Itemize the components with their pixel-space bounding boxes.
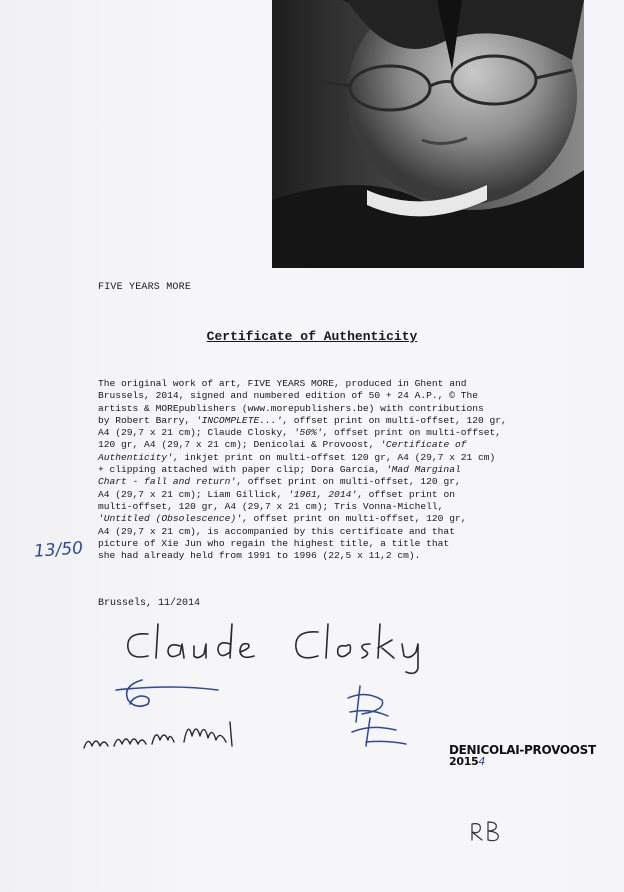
body-line	[98, 526, 558, 538]
body-line	[98, 452, 558, 464]
body-segment: , offset print on multi-offset,	[322, 427, 502, 439]
body-segment: , offset print on multi-offset, 120 gr,	[241, 513, 467, 525]
signature-cursive-scribble	[80, 712, 250, 754]
body-segment: multi-offset, 120 gr, A4 (29,7 x 21 cm); Tris Vonna-Michell,	[98, 500, 444, 512]
certificate-title: Certificate of Authenticity	[206, 329, 418, 344]
body-segment: picture of Xie Jun who regain the highest title, a title that	[98, 537, 450, 549]
body-line	[98, 513, 558, 525]
body-italic-segment: 'Mad Marginal	[385, 464, 461, 476]
body-segment: 120 gr, A4 (29,7 x 21 cm); Denicolai & Provoost,	[98, 439, 381, 451]
signature-monogram	[336, 680, 416, 754]
body-segment: she had already held from 1991 to 1996 (22,5 x 11,2 cm).	[98, 550, 421, 562]
body-segment: , offset print on multi-offset, 120 gr,	[236, 476, 461, 488]
body-italic-segment: '1961, 2014'	[288, 488, 358, 500]
place-date: Brussels, 11/2014	[98, 598, 201, 609]
body-italic-segment: Chart - fall and return'	[98, 476, 237, 488]
body-segment: The original work of art, FIVE YEARS MORE, produced in Ghent and	[98, 378, 467, 389]
denicolai-provoost-label	[449, 744, 596, 768]
body-italic-segment: '50%'	[293, 427, 323, 439]
body-italic-segment: 'Certificate of	[380, 439, 467, 451]
edition-number: 13/50	[33, 538, 84, 562]
body-segment: , offset print on multi-offset, 120 gr,	[282, 414, 507, 426]
body-line	[98, 550, 558, 562]
body-italic-segment: 'Untitled (Obsolescence)'	[98, 513, 242, 525]
certificate-body-text	[98, 378, 558, 562]
body-line	[98, 390, 558, 402]
body-line	[98, 439, 558, 451]
body-line	[98, 403, 558, 415]
body-line	[98, 427, 558, 439]
duo-year	[449, 756, 596, 768]
signature-claude-closky	[118, 618, 448, 678]
body-segment: artists & MOREpublishers (www.morepublishers.be) with contributions	[98, 402, 484, 414]
portrait-photo	[272, 0, 584, 268]
body-line	[98, 464, 558, 476]
body-segment: A4 (29,7 x 21 cm), is accompanied by this certificate and that	[98, 525, 455, 537]
body-segment: A4 (29,7 x 21 cm); Claude Closky,	[98, 427, 294, 439]
body-segment: , offset print on	[357, 488, 455, 500]
body-line	[98, 489, 558, 501]
duo-year-mark: 4	[478, 755, 486, 768]
body-segment: + clipping attached with paper clip; Dora García,	[98, 464, 386, 476]
body-segment: by Robert Barry,	[98, 414, 196, 426]
duo-year-value: 2015	[449, 755, 479, 768]
portrait-image	[272, 0, 584, 268]
body-segment: A4 (29,7 x 21 cm); Liam Gillick,	[98, 488, 288, 500]
body-line	[98, 501, 558, 513]
body-segment: , inkjet print on multi-offset 120 gr, A4 (29,7 x 21 cm)	[172, 451, 496, 463]
signature-blue-scribble	[112, 676, 222, 716]
body-italic-segment: 'INCOMPLETE...'	[195, 414, 283, 426]
project-name: FIVE YEARS MORE	[98, 282, 192, 293]
body-segment: Brussels, 2014, signed and numbered edition of 50 + 24 A.P., © The	[98, 390, 478, 402]
body-italic-segment: Authenticity'	[98, 451, 173, 463]
body-line	[98, 378, 558, 390]
body-line	[98, 538, 558, 550]
body-line	[98, 476, 558, 488]
duo-name: DENICOLAI-PROVOOST	[449, 743, 596, 757]
body-line	[98, 415, 558, 427]
signature-initials-rb	[466, 818, 506, 844]
